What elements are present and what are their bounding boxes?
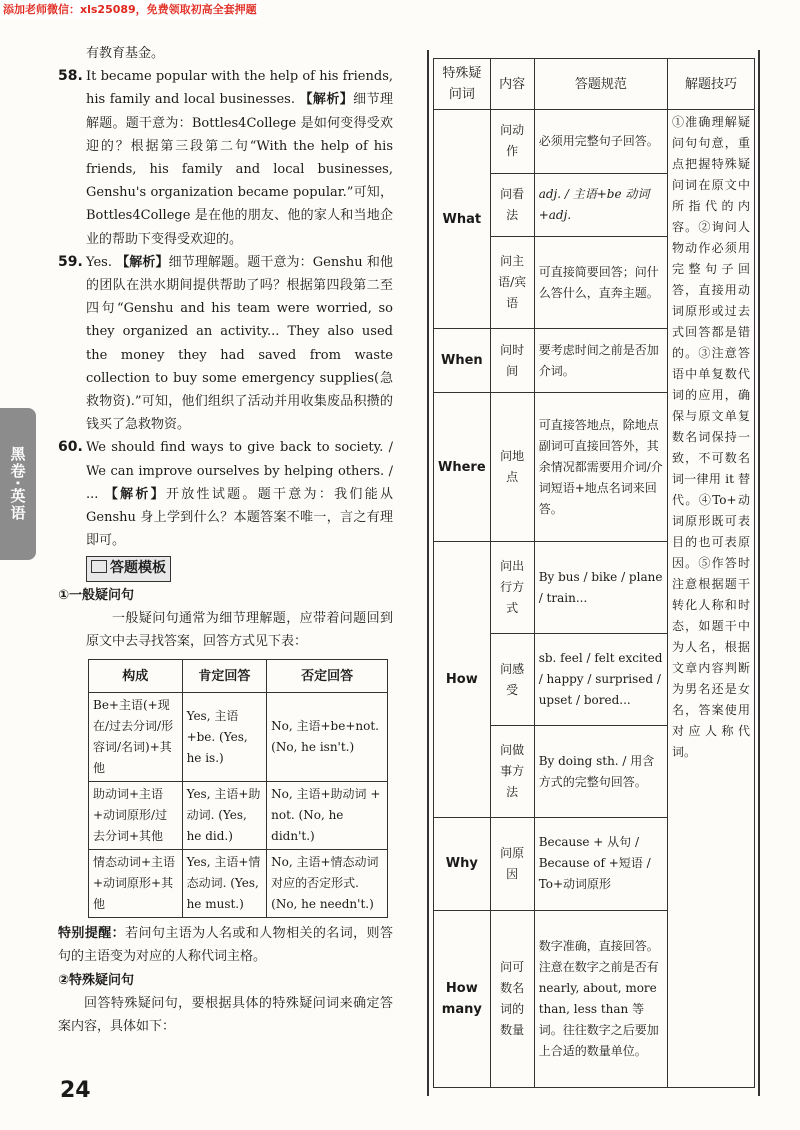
side-tab [0,408,36,560]
table-cell: 可直接答地点，除地点副词可直接回答外，其余情况都需要用介词/介词短语+地点名词来回答。 [534,393,667,542]
table-cell: adj. / 主语+be 动词+adj. [534,173,667,237]
table-cell: 数字准确，直接回答。注意在数字之前是否有 nearly, about, more than, less than 等词。往往数字之后要加上合适的数量单位。 [534,910,667,1087]
table-row [89,693,388,782]
table-row [89,850,388,918]
section1-text: 一般疑问句通常为细节理解题，应带着问题回到原文中去寻找答案，回答方式见下表： [86,610,393,650]
analysis-text: 细节理解题。题干意为：Genshu 和他的团队在洪水期间提供帮助了吗？根据第四段第二至四句“Genshu and his team were worried, so they organized an activity... They also used the money they had saved from waste collection to buy some emergency supplies(急救物资).”可知，他们组织了活动并用收集废品积攒的钱买了急救物资。 [86,254,393,433]
solving-tips: ①准确理解疑问句句意，重点把握特殊疑问词在原文中所指代的内容。②询问人物动作必须用完整句子回答，直接用动词原形或过去式回答都是错的。③注意答语中单复数代词的应用，确保与原文单复数名词保持一致，不可数名词一律用 it 替代。④To+动词原形既可表目的也可表原因。⑤作答时注意根据题干转化人称和时态，如题干中为人名，根据文章内容判断为男名还是女名，答案使用对应人称代词。 [667,110,754,1088]
table-cell: 问原因 [490,818,534,910]
question-number: 60. [58,439,83,456]
table-cell: 问主语/宾语 [490,237,534,329]
table-cell: Yes, 主语+助动词. (Yes, he did.) [182,782,267,850]
table-header: 特殊疑问词 [434,59,491,110]
table-cell: 问动作 [490,110,534,174]
table-cell: 问做事方法 [490,726,534,818]
question-number: 58. [58,68,83,85]
page-number: 24 [60,1078,91,1103]
analysis-tag: 【解析】 [116,254,169,270]
note-label: 特别提醒： [58,926,126,942]
left-column [58,42,393,1038]
answer-60 [58,436,393,552]
special-note [58,922,393,968]
table-cell: 问可数名词的数量 [490,910,534,1087]
answer-text: We should find ways to give back to society. / We can improve ourselves by helping others. / ... [86,440,393,502]
table-header: 答题规范 [534,59,667,110]
table-cell: 要考虑时间之前是否加介词。 [534,329,667,393]
analysis-tag: 【解析】 [104,486,166,502]
table-header: 否定回答 [267,660,388,693]
question-word: How many [434,910,491,1087]
analysis-text: 开放性试题。题干意为：我们能从 Genshu 身上学到什么？本题答案不唯一，言之有理即可。 [86,486,393,549]
answer-text: Yes. [86,254,117,270]
table-cell: sb. feel / felt excited / happy / surprised / upset / bored... [534,634,667,726]
table-cell: Yes, 主语+情态动词. (Yes, he must.) [182,850,267,918]
table-cell: 可直接简要回答；问什么答什么，直奔主题。 [534,237,667,329]
table-cell: 情态动词+主语+动词原形+其他 [89,850,183,918]
question-word: When [434,329,491,393]
question-number: 59. [58,253,83,270]
table-row [89,782,388,850]
section1-title: ①一般疑问句 [58,587,135,603]
column-border-right [758,50,760,1096]
table-row [434,110,755,174]
table-header: 解题技巧 [667,59,754,110]
answer-text: It became popular with the help of his friends, his family and local businesses. [86,69,393,108]
answer-58 [58,65,393,251]
template-badge [86,556,171,581]
table-cell: No, 主语+be+not. (No, he isn't.) [267,693,388,782]
table-cell: 助动词+主语+动词原形/过去分词+其他 [89,782,183,850]
column-border-left [427,50,429,1096]
special-question-table [433,58,755,1088]
table-cell: No, 主语+助动词 + not. (No, he didn't.) [267,782,388,850]
question-word: Where [434,393,491,542]
watermark: 添加老师微信：xls25089，免费领取初高全套押题 [0,0,260,18]
table-cell: By bus / bike / plane / train... [534,542,667,634]
analysis-tag: 【解析】 [299,92,354,108]
question-word: How [434,542,491,818]
table-cell: 问感受 [490,634,534,726]
table-cell: 问地点 [490,393,534,542]
table-cell: 必须用完整句子回答。 [534,110,667,174]
analysis-text: 细节理解题。题干意为：Bottles4College 是如何变得受欢迎的？根据第三段第二句“With the help of his friends, his family and local businesses, Genshu's organization became popular.”可知，Bottles4College 是在他的朋友、他的家人和当地企业的帮助下变得受欢迎的。 [86,92,393,247]
yes-no-table [88,659,388,918]
answer-59 [58,251,393,437]
book-icon [91,560,107,573]
section2-title: ②特殊疑问句 [58,972,135,988]
table-header: 构成 [89,660,183,693]
section2-text: 回答特殊疑问句，要根据具体的特殊疑问词来确定答案内容，具体如下： [58,995,393,1035]
continued-line: 有教育基金。 [86,46,165,61]
table-cell: Be+主语(+现在/过去分词/形容词/名词)+其他 [89,693,183,782]
table-header: 肯定回答 [182,660,267,693]
table-cell: 问时间 [490,329,534,393]
table-header: 内容 [490,59,534,110]
question-word: Why [434,818,491,910]
side-tab-label: 黑卷·英语 [8,446,27,522]
table-cell: Because + 从句 / Because of +短语 / To+动词原形 [534,818,667,910]
table-cell: By doing sth. / 用含方式的完整句回答。 [534,726,667,818]
table-cell: No, 主语+情态动词对应的否定形式. (No, he needn't.) [267,850,388,918]
question-word: What [434,110,491,329]
table-cell: 问看法 [490,173,534,237]
template-label: 答题模板 [110,560,166,577]
table-cell: Yes, 主语+be. (Yes, he is.) [182,693,267,782]
table-cell: 问出行方式 [490,542,534,634]
note-text: 若问句主语为人名或和人物相关的名词，则答句的主语变为对应的人称代词主格。 [58,926,393,965]
